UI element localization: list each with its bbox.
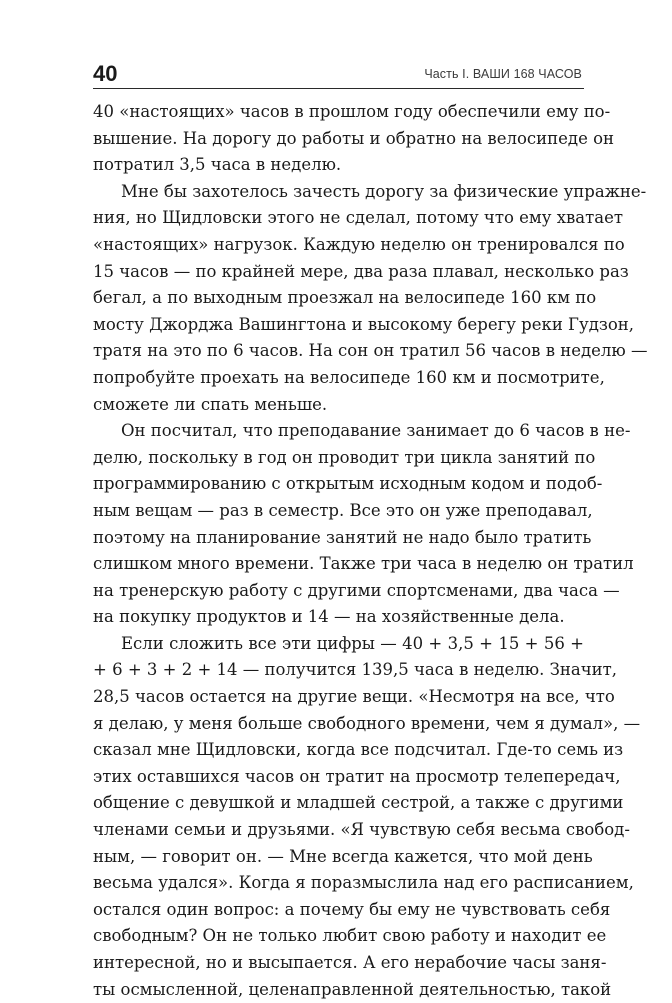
text-line: «настоящих» нагрузок. Каждую неделю он тренировался по (93, 234, 625, 254)
text-line: ным, — говорит он. — Мне всегда кажется, что мой день (93, 846, 593, 866)
header-divider (93, 88, 584, 89)
text-line: 40 «настоящих» часов в прошлом году обеспечили ему по- (93, 102, 611, 121)
text-line: ты осмысленной, целенаправленной деятельностью, такой (93, 979, 612, 999)
text-line: бегал, а по выходным проезжал на велосипеде 160 км по (93, 288, 597, 308)
text-line: этих оставшихся часов он тратит на просмотр телепередач, (93, 766, 621, 786)
text-line: программированию с открытым исходным кодом и подоб- (93, 474, 603, 494)
body-text (93, 99, 648, 1003)
text-line: Если сложить все эти цифры — 40 + 3,5 + 15 + 56 + (121, 633, 584, 653)
text-line: потратил 3,5 часа в неделю. (93, 155, 342, 175)
text-line: 28,5 часов остается на другие вещи. «Несмотря на все, что (93, 687, 615, 707)
text-line: общение с девушкой и младшей сестрой, а также с другими (93, 793, 624, 813)
text-line: Он посчитал, что преподавание занимает до 6 часов в не- (121, 421, 631, 441)
text-line: 15 часов — по крайней мере, два раза плавал, несколько раз (93, 261, 629, 281)
running-header: Часть I. ВАШИ 168 ЧАСОВ (424, 67, 582, 81)
text-line: интересной, но и высыпается. А его нерабочие часы заня- (93, 953, 607, 972)
text-line: весьма удался». Когда я поразмыслила над его расписанием, (93, 873, 634, 893)
text-line: остался один вопрос: а почему бы ему не чувствовать себя (93, 899, 611, 919)
text-line: свободным? Он не только любит свою работу и находит ее (93, 926, 607, 946)
page-number: 40 (93, 61, 118, 86)
text-line: + 6 + 3 + 2 + 14 — получится 139,5 часа в неделю. Значит, (93, 660, 618, 680)
text-line: сможете ли спать меньше. (93, 394, 328, 414)
text-line: слишком много времени. Также три часа в неделю он тратил (93, 554, 634, 574)
text-line: ния, но Щидловски этого не сделал, потому что ему хватает (93, 208, 623, 228)
text-line: на тренерскую работу с другими спортсменами, два часа — (93, 580, 620, 600)
text-line: вышение. На дорогу до работы и обратно на велосипеде он (93, 128, 615, 148)
text-line: членами семьи и друзьями. «Я чувствую себя весьма свобод- (93, 820, 630, 840)
text-line: сказал мне Щидловски, когда все подсчитал. Где-то семь из (93, 740, 624, 760)
text-line: я делаю, у меня больше свободного времени, чем я думал», — (93, 713, 641, 733)
text-line: мосту Джорджа Вашингтона и высокому берегу реки Гудзон, (93, 314, 635, 334)
text-line: Мне бы захотелось зачесть дорогу за физические упражне- (121, 181, 647, 201)
text-line: поэтому на планирование занятий не надо было тратить (93, 527, 592, 547)
text-line: на покупку продуктов и 14 — на хозяйственные дела. (93, 607, 565, 627)
text-line: делю, поскольку в год он проводит три цикла занятий по (93, 447, 596, 467)
text-line: тратя на это по 6 часов. На сон он тратил 56 часов в неделю — (93, 341, 648, 361)
text-line: ным вещам — раз в семестр. Все это он уже преподавал, (93, 500, 593, 520)
text-line: попробуйте проехать на велосипеде 160 км и посмотрите, (93, 367, 605, 387)
